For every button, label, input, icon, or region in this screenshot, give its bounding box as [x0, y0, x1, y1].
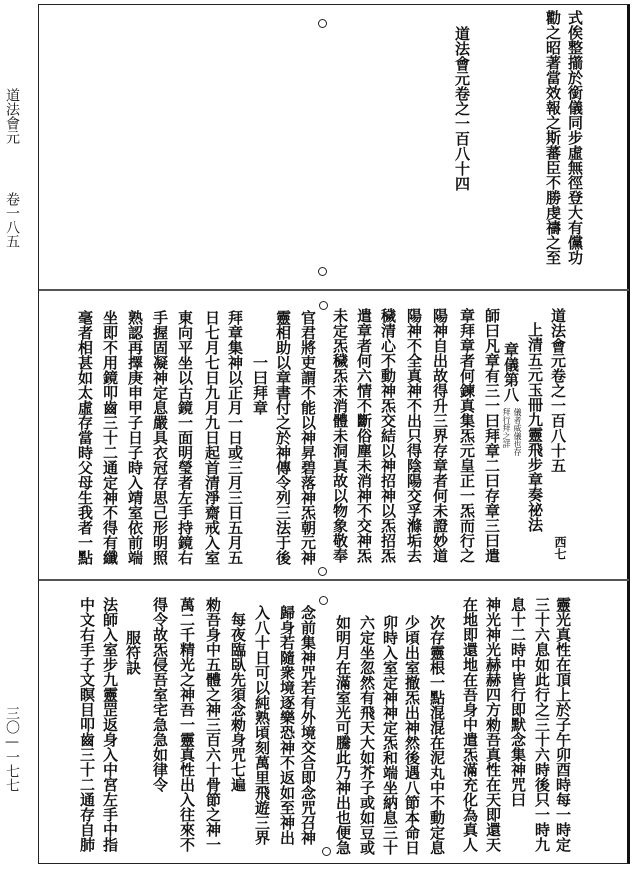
text-column: 萬二千精光之神吾一靈真性出入往來不 — [178, 597, 196, 852]
margin-page-number: 三〇—一七七 — [4, 706, 20, 792]
subtitle: 上清五元玉冊九靈飛步章奏祕法 — [526, 322, 544, 532]
text-column: 東向平坐以古鏡一面明瑩者左手持鏡右 — [176, 310, 194, 565]
circle-mark — [318, 19, 327, 28]
volume-title: 道法會元卷之一百八十五 — [549, 308, 567, 473]
margin-volume: 卷一八五 — [4, 192, 20, 248]
text-column: 穢清心不動神炁交結以神招神以炁招炁 — [379, 308, 397, 563]
text-column: 如明月在滿室光可騰此乃神出也便急 — [334, 615, 352, 855]
text-column: 日七月七日九月九日起首清淨齋戒入室 — [203, 310, 221, 565]
circle-mark — [318, 267, 327, 276]
panel-divider — [39, 579, 629, 581]
text-column: 神光神光赫赫四方勑吾真性在天即還天 — [484, 597, 502, 852]
text-column: 歸身若隨衆境逐樂恐神不返如至神出 — [278, 605, 296, 845]
text-column: 式俟整擶於銜儀同步虛無徑登大有儻功 — [566, 10, 584, 265]
text-column: 靈相助以章書付之於神傳令列三法于後 — [274, 310, 292, 565]
text-column: 陽神不全真神不出只得陰陽交孚滌垢去 — [405, 308, 423, 563]
text-column: 未定炁穢炁未消體未洞真故以物象敬奉 — [331, 308, 349, 563]
section-title: 章儀第八 — [502, 342, 520, 402]
text-column: 中文右手子文瞑目叩齒三十二通存自肺 — [78, 597, 96, 852]
text-column: 息十二時中皆行即默念集神咒曰 — [509, 597, 527, 807]
text-column: 陽神自出故得升三界存章者何未證妙道 — [431, 308, 449, 563]
circle-mark — [318, 567, 327, 576]
circle-mark — [322, 847, 331, 856]
circle-mark — [319, 596, 328, 605]
volume-end-title: 道法會元卷之一百八十四 — [453, 26, 471, 191]
text-column: 毫者相甚如太虛存當時父母生我者一點 — [76, 310, 94, 565]
section-heading: 服符訣 — [124, 630, 142, 675]
circle-mark — [319, 301, 328, 310]
text-column: 在地即還地在吾身中遣炁滿充化為真人 — [461, 597, 479, 852]
text-column: 靈光真性在頂上於子午卯酉時每一時定 — [554, 597, 572, 852]
section-note: 儀者威儀也存 — [513, 408, 522, 456]
margin-book-title: 道法會元 — [4, 88, 20, 144]
text-column: 次存靈根一點混混在泥丸中不動定息 — [428, 615, 446, 855]
text-column: 少頃出室撤炁出神然後遇八節本命日 — [403, 615, 421, 855]
text-column: 法師入室步九靈罡返身入中宮左手中指 — [101, 597, 119, 852]
text-column: 坐即不用鏡叩齒三十二通定神不得有纖 — [101, 310, 119, 565]
text-column: 勑吾身中五體之神三百六十骨節之神一 — [204, 597, 222, 852]
text-column: 章拜章者何鍊真集炁元皇正一炁而行之 — [458, 308, 476, 563]
text-column: 每夜臨臥先須念勑身咒七遍 — [229, 612, 247, 792]
text-column: 入八十日可以純熟頃刻萬里飛遊三界 — [253, 605, 271, 845]
text-column: 遣章者何六情不斷俗塵未消神不交神炁 — [355, 308, 373, 563]
text-column: 勸之昭著當效報之斯蕃臣不勝虔禱之至 — [544, 10, 562, 265]
panel-divider — [39, 289, 629, 291]
text-column: 師曰凡章有三一曰拜章二曰存章三曰遣 — [483, 308, 501, 563]
text-column: 卯時入室定神神定炁和端坐納息三十 — [381, 615, 399, 855]
text-column: 得令故炁侵吾室宅急急如律令 — [151, 597, 169, 792]
section-heading: 一曰拜章 — [251, 355, 269, 415]
text-column: 拜章集神以正月一日或三月三日五月五 — [226, 310, 244, 565]
folio-mark: 西七 — [553, 536, 567, 560]
text-column: 官君將吏謂不能以神昇碧落神炁朝元神 — [299, 310, 317, 565]
text-column: 念前集神咒若有外境交合即念咒召神 — [299, 605, 317, 845]
text-column: 六定坐忽然有飛天大如芥子或如豆或 — [358, 615, 376, 855]
text-column: 熟認再擇庚申甲子日子時入靖室依前端 — [126, 310, 144, 565]
text-column: 三十六息如此行之三十六時後只一時九 — [533, 597, 551, 852]
section-note: 拜行拜之詳 — [502, 408, 511, 448]
text-column: 手握固凝神定息嚴具衣冠存思己形明照 — [151, 310, 169, 565]
